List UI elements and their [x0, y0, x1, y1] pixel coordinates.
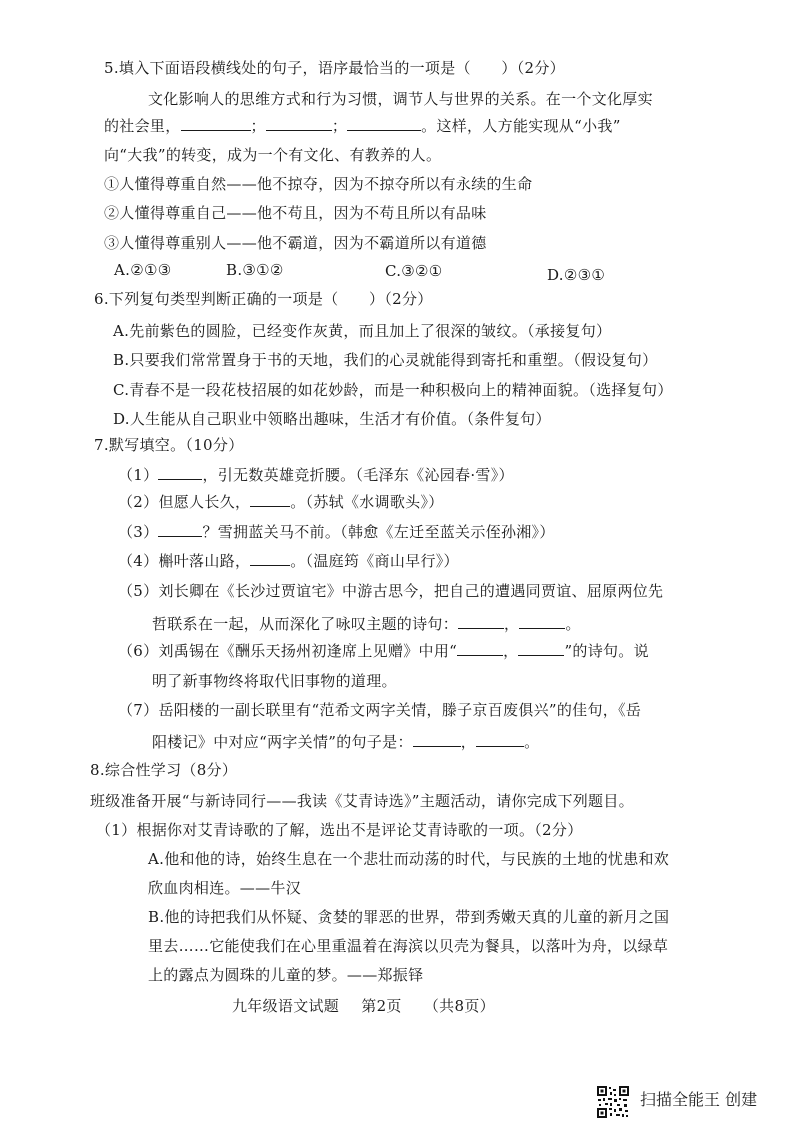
q5-item-2: ②人懂得尊重自己——他不苟且，因为不苟且所以有品味 [104, 204, 487, 222]
q7-item-4-text: （4）槲叶落山路， [118, 552, 251, 570]
footer-title: 九年级语文试题 [232, 997, 340, 1015]
q5-passage-line-3: 向“大我”的转变，成为一个有文化、有教养的人。 [104, 146, 442, 164]
q7-item-7-sep: ， [460, 733, 477, 751]
q8-subquestion-1: （1）根据你对艾青诗歌的了解，选出不是评论艾青诗歌的一项。（2分） [96, 821, 583, 839]
q7-item-5-end: 。 [565, 615, 581, 633]
q8-option-b-line-1[interactable]: B.他的诗把我们从怀疑、贪婪的罪恶的世界，带到秀嫩天真的儿童的新月之国 [148, 908, 670, 926]
q7-item-4-blank[interactable] [250, 551, 290, 566]
q5-passage-end: 。这样，人方能实现从“小我” [421, 117, 621, 135]
q5-blank-1[interactable] [181, 116, 251, 131]
q7-item-4-tail: 。（温庭筠《商山早行》） [290, 552, 459, 570]
q7-item-6-blank-1[interactable] [457, 641, 503, 656]
q7-item-5-sep: ， [504, 615, 520, 633]
scanner-watermark: 扫描全能王 创建 [640, 1090, 758, 1109]
q7-item-2 [118, 492, 444, 512]
q8-intro: 班级准备开展“与新诗同行——我读《艾青诗选》”主题活动，请你完成下列题目。 [90, 792, 634, 810]
q8-option-b-line-3: 上的露点为圆珠的儿童的梦。——郑振铎 [148, 966, 424, 984]
q7-item-1-blank[interactable] [158, 465, 202, 480]
q7-item-7-line-1: （7）岳阳楼的一副长联里有“范希文两字关情，滕子京百废俱兴”的佳句，《岳 [118, 701, 642, 719]
q7-item-7-end: 。 [524, 733, 540, 751]
q5-passage-line-1: 文化影响人的思维方式和行为习惯，调节人与世界的关系。在一个文化厚实 [148, 90, 653, 108]
q5-blank-2[interactable] [266, 116, 332, 131]
q7-item-3 [118, 522, 555, 542]
q7-item-6-sep: ， [503, 642, 519, 660]
q8-option-b-line-2: 里去……它能使我们在心里重温着在海滨以贝壳为餐具，以落叶为舟，以绿草 [148, 937, 669, 955]
q6-option-c[interactable]: C.青春不是一段花枝招展的如花妙龄，而是一种积极向上的精神面貌。（选择复句） [113, 381, 673, 399]
q6-option-b[interactable]: B.只要我们常常置身于书的天地，我们的心灵就能得到寄托和重塑。（假设复句） [113, 351, 658, 369]
q7-stem: 7.默写填空。（10分） [94, 436, 244, 454]
q5-item-1: ①人懂得尊重自然——他不掠夺，因为不掠夺所以有永续的生命 [104, 175, 533, 193]
q7-item-2-tail: 。（苏轼《水调歌头》） [290, 493, 444, 511]
q5-sep-2: ； [331, 117, 348, 135]
q7-item-7-text: 阳楼记》中对应“两字关情”的句子是： [152, 733, 413, 751]
q6-option-d[interactable]: D.人生能从自己职业中领略出趣味，生活才有价值。（条件复句） [113, 410, 551, 428]
q7-item-5-blank-2[interactable] [519, 614, 565, 629]
q7-item-3-number: （3） [118, 523, 159, 541]
q7-item-6-line-2: 明了新事物终将取代旧事物的道理。 [152, 672, 397, 690]
q7-item-6-tail: ”的诗句。说 [564, 642, 649, 660]
qr-code-icon [596, 1085, 630, 1119]
q7-item-5-line-1: （5）刘长卿在《长沙过贾谊宅》中游古思今，把自己的遭遇同贾谊、屈原两位先 [118, 582, 664, 600]
q7-item-5-line-2 [152, 614, 581, 634]
q7-item-2-blank[interactable] [250, 492, 290, 507]
q6-stem: 6.下列复句类型判断正确的一项是（ ）（2分） [94, 290, 433, 308]
q5-blank-3[interactable] [347, 116, 421, 131]
q7-item-3-text: ？雪拥蓝关马不前。（韩愈《左迁至蓝关示侄孙湘》） [202, 523, 555, 541]
q7-item-4 [118, 551, 459, 571]
q5-item-3: ③人懂得尊重别人——他不霸道，因为不霸道所以有道德 [104, 234, 487, 252]
q7-item-6-blank-2[interactable] [518, 641, 564, 656]
q8-option-a-line-2: 欣血肉相连。——牛汉 [148, 879, 302, 897]
q7-item-6-line-1 [118, 641, 649, 661]
footer-page-number: 第2页 [361, 997, 402, 1015]
q7-item-6-text: （6）刘禹锡在《酬乐天扬州初逢席上见赠》中用“ [118, 642, 458, 660]
q7-item-1 [118, 465, 514, 485]
q7-item-3-blank[interactable] [158, 522, 202, 537]
q7-item-7-blank-2[interactable] [476, 732, 524, 747]
q7-item-1-text: ，引无数英雄竞折腰。（毛泽东《沁园春·雪》） [202, 466, 514, 484]
q8-stem: 8.综合性学习（8分） [90, 761, 238, 779]
footer-total-pages: （共8页） [423, 997, 495, 1015]
q5-passage-line-2 [104, 116, 621, 136]
q8-option-a-line-1[interactable]: A.他和他的诗，始终生息在一个悲壮而动荡的时代，与民族的土地的忧患和欢 [148, 850, 670, 868]
q7-item-7-line-2 [152, 732, 539, 752]
q5-stem: 5.填入下面语段横线处的句子，语序最恰当的一项是（ ）（2分） [104, 59, 565, 77]
q6-option-a[interactable]: A.先前紫色的圆脸，已经变作灰黄，而且加上了很深的皱纹。（承接复句） [113, 322, 612, 340]
q7-item-7-blank-1[interactable] [413, 732, 461, 747]
q5-option-c[interactable]: C.③②① [385, 262, 443, 280]
q5-option-b[interactable]: B.③①② [226, 261, 284, 279]
q5-option-d[interactable]: D.②③① [547, 266, 606, 284]
page-footer [232, 996, 495, 1016]
q7-item-5-text: 哲联系在一起，从而深化了咏叹主题的诗句： [152, 615, 459, 633]
q7-item-1-number: （1） [118, 466, 159, 484]
q7-item-2-text: （2）但愿人长久， [118, 493, 251, 511]
q5-option-a[interactable]: A.②①③ [114, 261, 172, 279]
q5-sep-1: ； [250, 117, 266, 135]
q7-item-5-blank-1[interactable] [458, 614, 504, 629]
q5-passage-start: 的社会里， [104, 117, 181, 135]
